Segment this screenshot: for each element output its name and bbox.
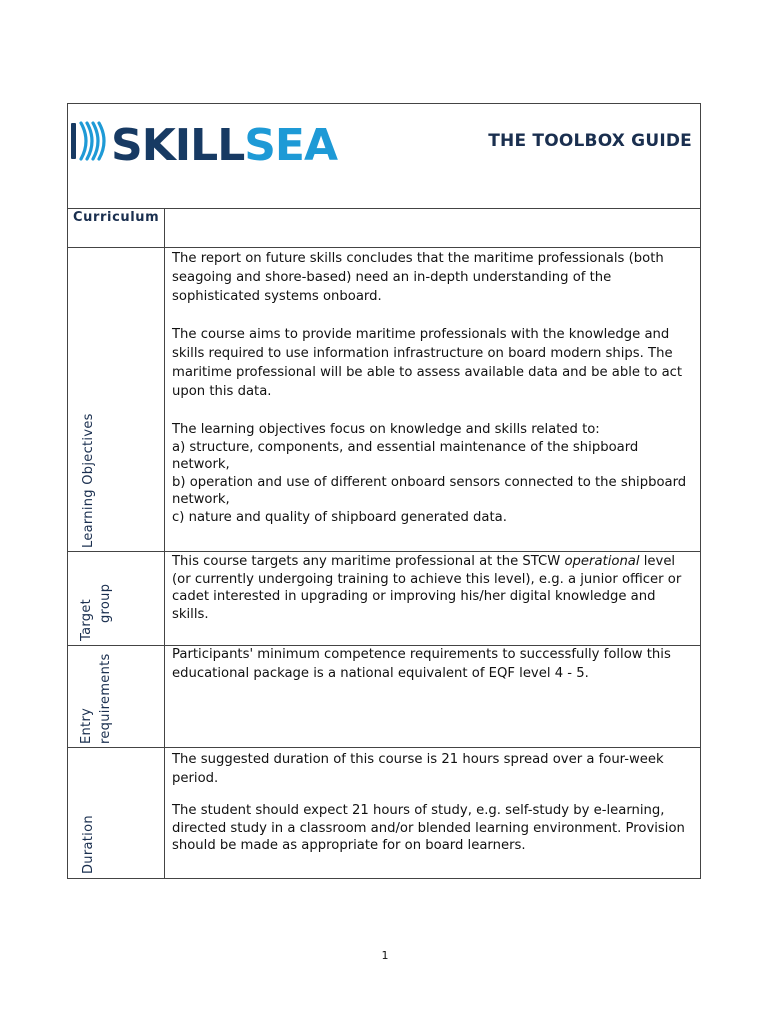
learning-objectives-label: Learning Objectives (81, 413, 96, 548)
row-divider (68, 247, 700, 248)
page-number: 1 (381, 949, 389, 962)
paragraph: The student should expect 21 hours of study, e.g. self-study by e-learning, directed study in a classroom and/or blended learning environment. Provision should be made as appropriate for on board learners. (172, 803, 685, 853)
paragraph: The learning objectives focus on knowledge and skills related to: (172, 422, 600, 437)
entry-requirements-label: Entry requirements (79, 653, 113, 744)
entry-requirements-content: Participants' minimum competence requirements to successfully follow this educational package is a national equivalent of EQF level 4 - 5. (172, 647, 671, 681)
duration-label: Duration (81, 815, 96, 874)
duration-content (172, 750, 696, 855)
paragraph: The course aims to provide maritime professionals with the knowledge and skills required to use information infrastructure on board modern ships. The maritime professional will be able to assess available data and be able to act upon this data. (172, 327, 683, 399)
learning-objectives-content (172, 249, 696, 526)
target-group-label: Target group (79, 583, 113, 641)
row-divider (68, 747, 700, 748)
column-divider (164, 208, 165, 879)
skillsea-logo (71, 117, 346, 165)
svg-text:SKILLSEA: SKILLSEA (111, 120, 338, 165)
row-divider (68, 208, 700, 209)
list-item: c) nature and quality of shipboard generated data. (172, 509, 507, 525)
document-title: THE TOOLBOX GUIDE (488, 131, 692, 151)
list-item: a) structure, components, and essential maintenance of the shipboard network, (172, 439, 639, 472)
list-item: b) operation and use of different onboard sensors connected to the shipboard network, (172, 474, 687, 507)
course-table (67, 103, 701, 879)
target-group-content: This course targets any maritime professional at the STCW operational level (or currently undergoing training to achieve this level), e.g. a junior officer or cadet interested in upgrading or improving his/her digital knowledge and skills. (172, 554, 682, 622)
curriculum-label: Curriculum (73, 210, 160, 225)
row-divider (68, 551, 700, 552)
paragraph: The suggested duration of this course is 21 hours spread over a four-week period. (172, 752, 664, 786)
paragraph: The report on future skills concludes that the maritime professionals (both seagoing and shore-based) need an in-depth understanding of the sophisticated systems onboard. (172, 251, 664, 304)
